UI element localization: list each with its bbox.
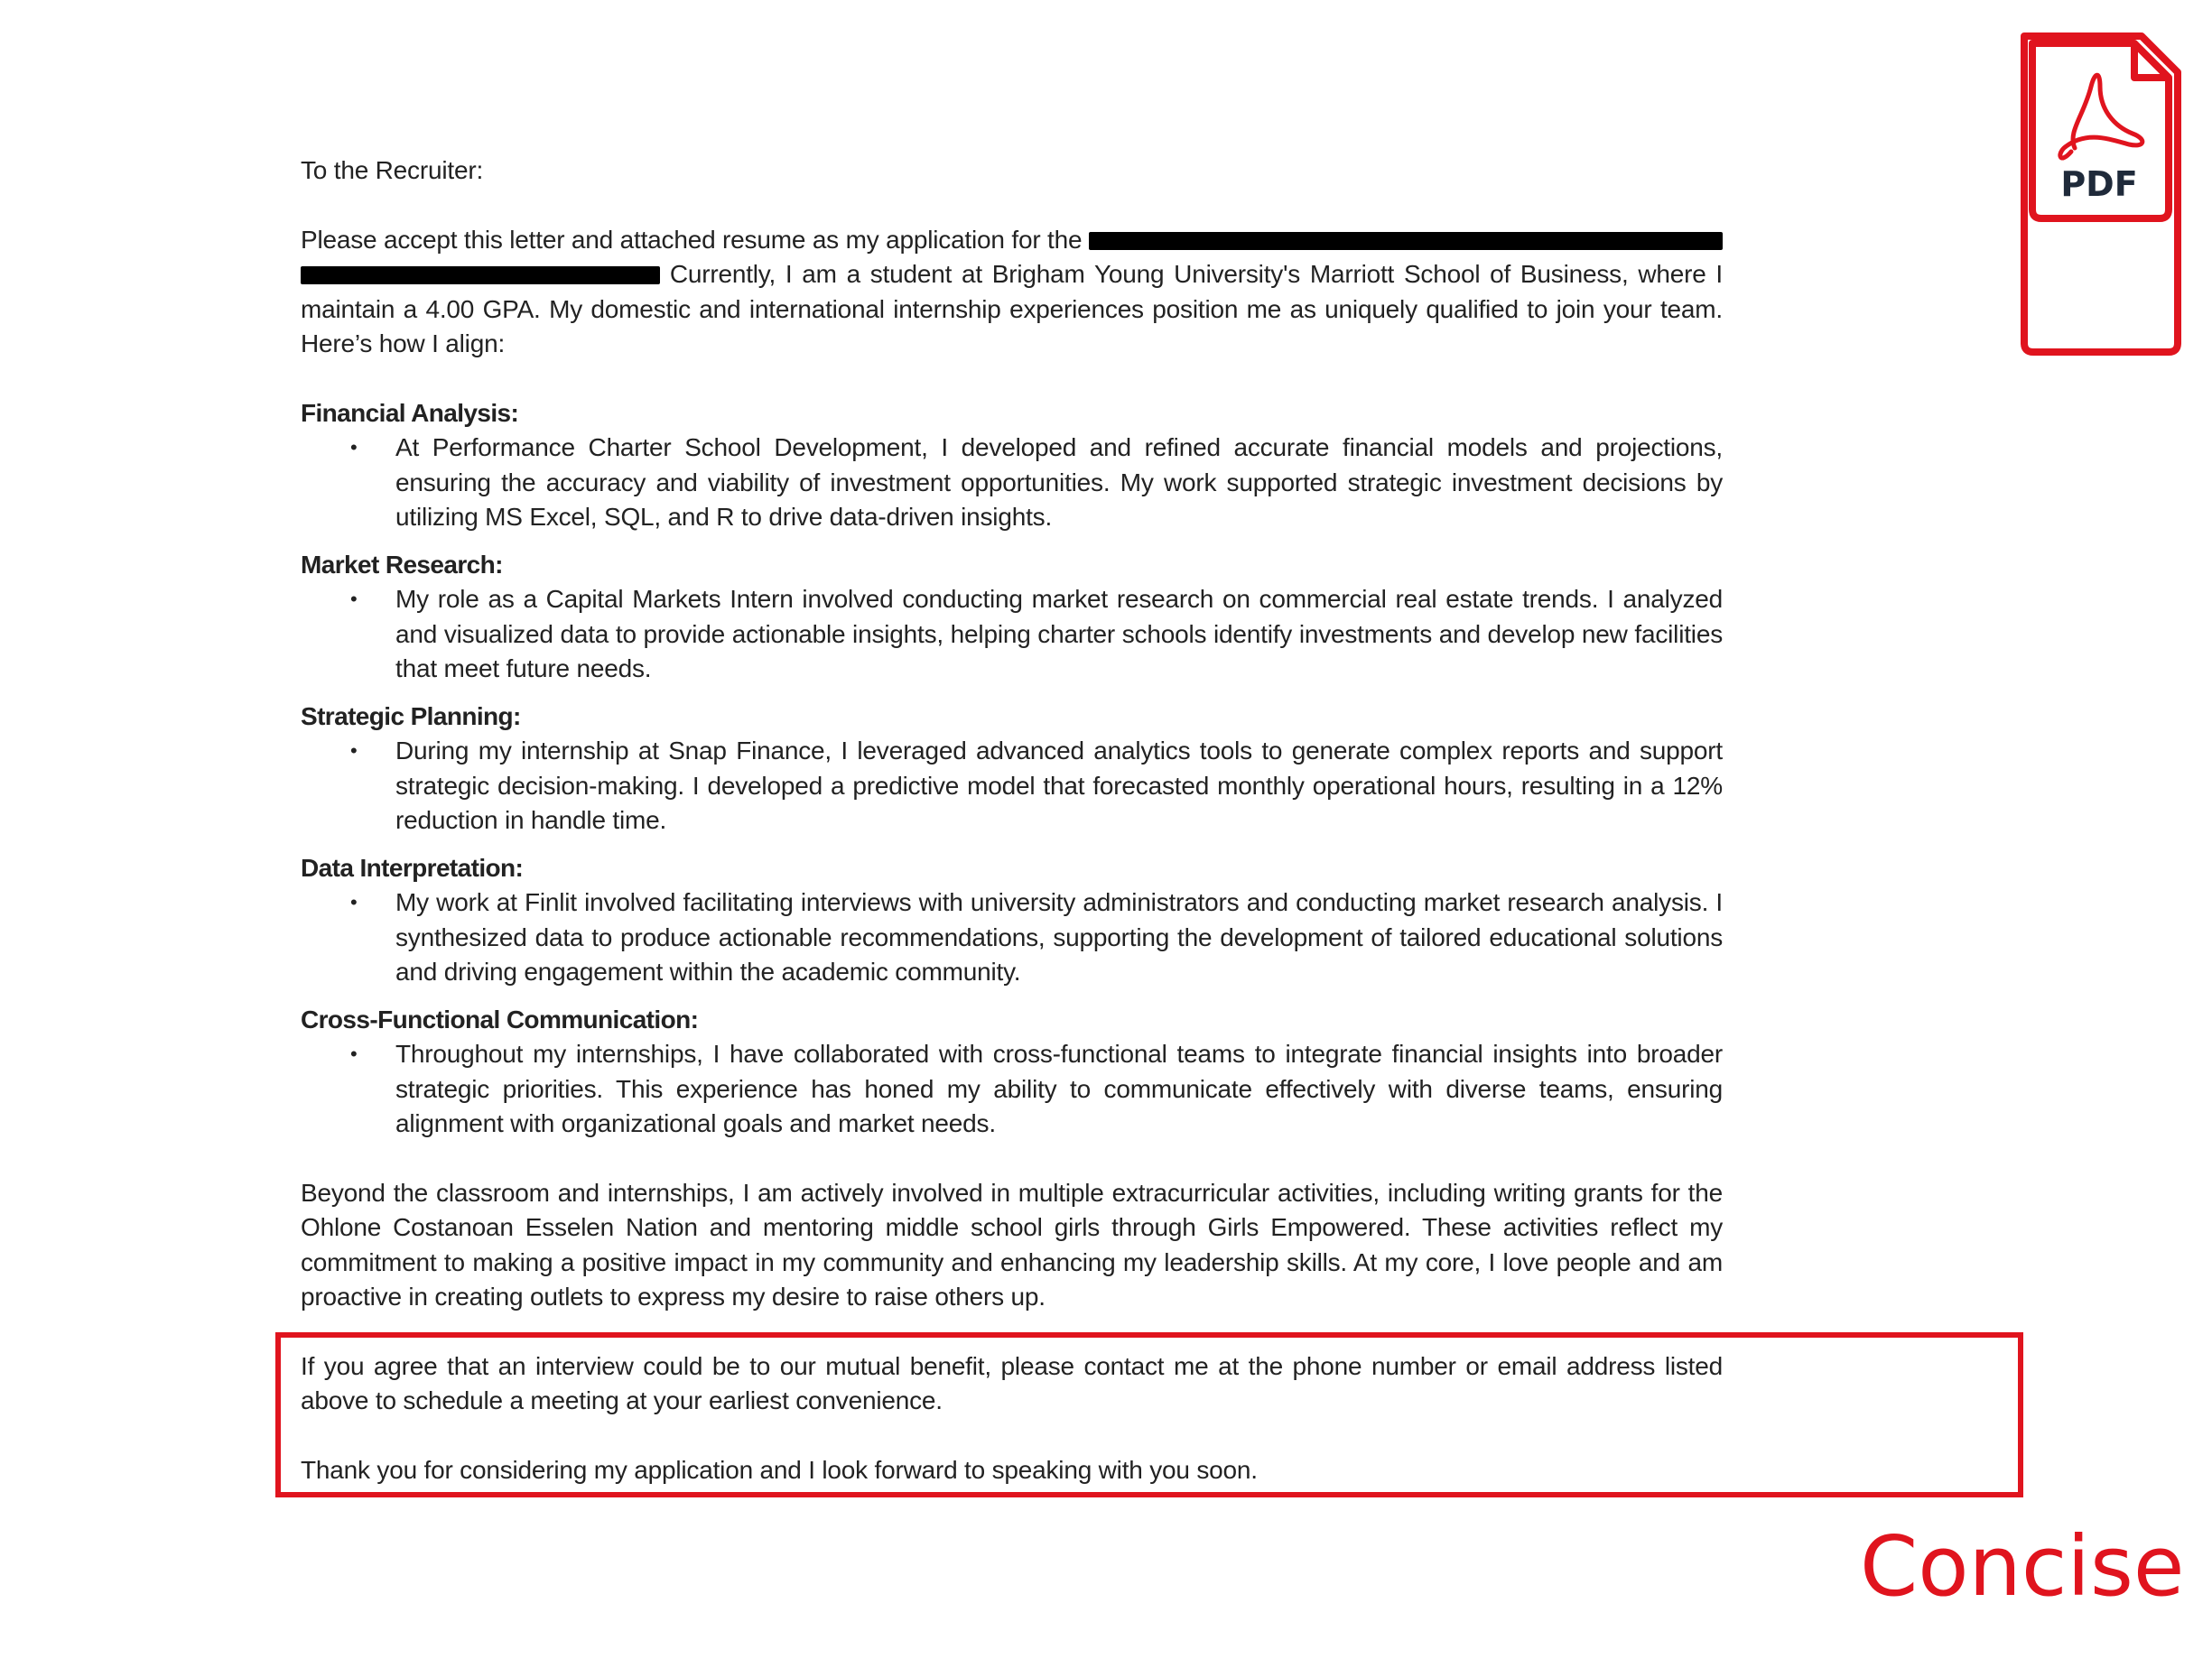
redaction-bar bbox=[1089, 232, 1723, 250]
section-heading-financial-analysis: Financial Analysis: bbox=[301, 398, 519, 427]
list-item bbox=[301, 885, 1723, 990]
pdf-file-icon bbox=[2021, 32, 2181, 356]
section-heading-cross-functional-communication: Cross-Functional Communication: bbox=[301, 1005, 699, 1033]
intro-text-part2: Currently, I am a student at Brigham Young University's Marriott School of Business, where I maintain a 4.00 GPA. My domestic and international internship experiences position me as uniquely qualified to join your team. Here’s how I align: bbox=[301, 260, 1723, 357]
extracurricular-paragraph: Beyond the classroom and internships, I am actively involved in multiple extracurricular activities, including writing grants for the Ohlone Costanoan Esselen Nation and mentoring middle school girls through Girls Empowered. These activities reflect my commitment to making a positive impact in my community and enhancing my leadership skills. At my core, I love people and am proactive in creating outlets to express my desire to raise others up. bbox=[301, 1178, 1723, 1311]
cover-letter bbox=[301, 153, 1723, 1488]
section-heading-data-interpretation: Data Interpretation: bbox=[301, 853, 524, 882]
section-heading-strategic-planning: Strategic Planning: bbox=[301, 701, 521, 730]
bullet-text: My role as a Capital Markets Intern involved conducting market research on commercial real estate trends. I analyzed and visualized data to provide actionable insights, helping charter schools identify investments and develop new facilities that meet future needs. bbox=[395, 585, 1723, 682]
intro-paragraph bbox=[301, 223, 1723, 362]
list-item bbox=[301, 734, 1723, 839]
pdf-label: PDF bbox=[2060, 164, 2138, 204]
bullet-glyph: • bbox=[350, 436, 358, 459]
greeting: To the Recruiter: bbox=[301, 156, 484, 184]
list-item bbox=[301, 1037, 1723, 1142]
bullet-glyph: • bbox=[350, 1043, 358, 1065]
concise-annotation: Concise bbox=[1860, 1518, 2185, 1615]
bullet-text: My work at Finlit involved facilitating interviews with university administrators and conducting market research analysis. I synthesized data to produce actionable recommendations, supporting the development of tailored educational solutions and driving engagement within the academic community. bbox=[395, 888, 1723, 986]
bullet-text: During my internship at Snap Finance, I leveraged advanced analytics tools to generate complex reports and support strategic decision-making. I developed a predictive model that forecasted monthly operational hours, resulting in a 12% reduction in handle time. bbox=[395, 737, 1723, 834]
closing-highlight-box bbox=[275, 1332, 2023, 1497]
bullet-glyph: • bbox=[350, 588, 358, 610]
bullet-text: Throughout my internships, I have collaborated with cross-functional teams to integrate financial insights into broader strategic priorities. This experience has honed my ability to communicate effectively with diverse teams, ensuring alignment with organizational goals and market needs. bbox=[395, 1040, 1723, 1137]
bullet-glyph: • bbox=[350, 891, 358, 913]
bullet-glyph: • bbox=[350, 739, 358, 762]
redaction-bar bbox=[301, 266, 660, 284]
list-item bbox=[301, 582, 1723, 687]
closing-paragraph: If you agree that an interview could be to our mutual benefit, please contact me at the phone number or email address listed above to schedule a meeting at your earliest convenience. bbox=[301, 1351, 1723, 1414]
thanks-paragraph: Thank you for considering my application and I look forward to speaking with you soon. bbox=[301, 1455, 1258, 1484]
section-heading-market-research: Market Research: bbox=[301, 550, 503, 579]
list-item bbox=[301, 431, 1723, 535]
bullet-text: At Performance Charter School Development, I developed and refined accurate financial models and projections, ensuring the accuracy and viability of investment opportunities. My work supported strategic investment decisions by utilizing MS Excel, SQL, and R to drive data-driven insights. bbox=[395, 433, 1723, 531]
intro-text-part1: Please accept this letter and attached resume as my application for the bbox=[301, 225, 1083, 254]
